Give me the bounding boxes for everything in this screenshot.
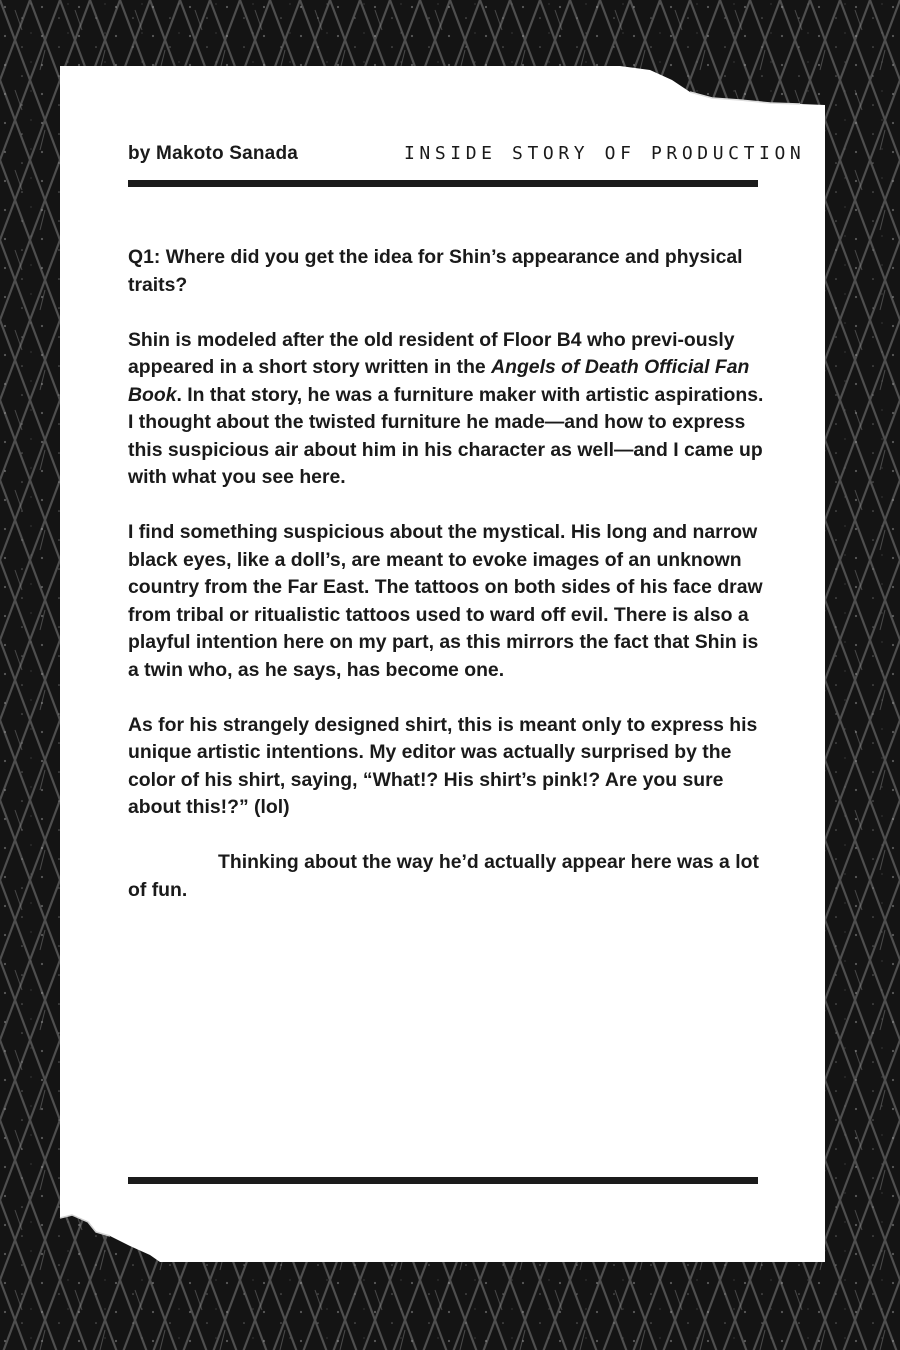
paragraph-2: I find something suspicious about the mystical. His long and narrow black eyes, like a doll’s, are meant to evoke images of an unknown country from the Far East. The tattoos on both sides of his face draw from tribal or ritualistic tattoos used to ward off evil. There is also a playful intention here on my part, as this mirrors the fact that Shin is a twin who, as he says, has become one. [128,521,763,681]
author-byline: by Makoto Sanada [128,143,299,164]
question-heading: Q1: Where did you get the idea for Shin’s appearance and physical traits? [128,246,743,296]
bottom-divider [128,1177,758,1184]
paragraph-1 [128,327,764,492]
top-divider [128,180,758,187]
paragraph-3: As for his strangely designed shirt, this is meant only to express his unique artistic intentions. My editor was actually surprised by the color of his shirt, saying, “What!? His shirt’s pink!? Are you sure about this!?” (lol) [128,713,758,818]
article-body [128,244,764,932]
paragraph-1-part-1: Shin is modeled after the old resident of Floor B4 who previ-ously appeared in a short story written in the [128,328,735,378]
section-title: INSIDE STORY OF PRODUCTION [404,143,806,164]
paragraph-4-text: Thinking about the way he’d actually appear here was a lot of fun. [128,851,759,901]
paragraph-1-part-2: . In that story, he was a furniture maker with artistic aspirations. I thought about the twisted furniture he made—and how to express this suspicious air about him in his character as well—and I came up with what you see here. [128,383,764,488]
book-title: Angels of Death Official Fan Book [128,356,750,406]
paragraph-4 [128,849,764,904]
